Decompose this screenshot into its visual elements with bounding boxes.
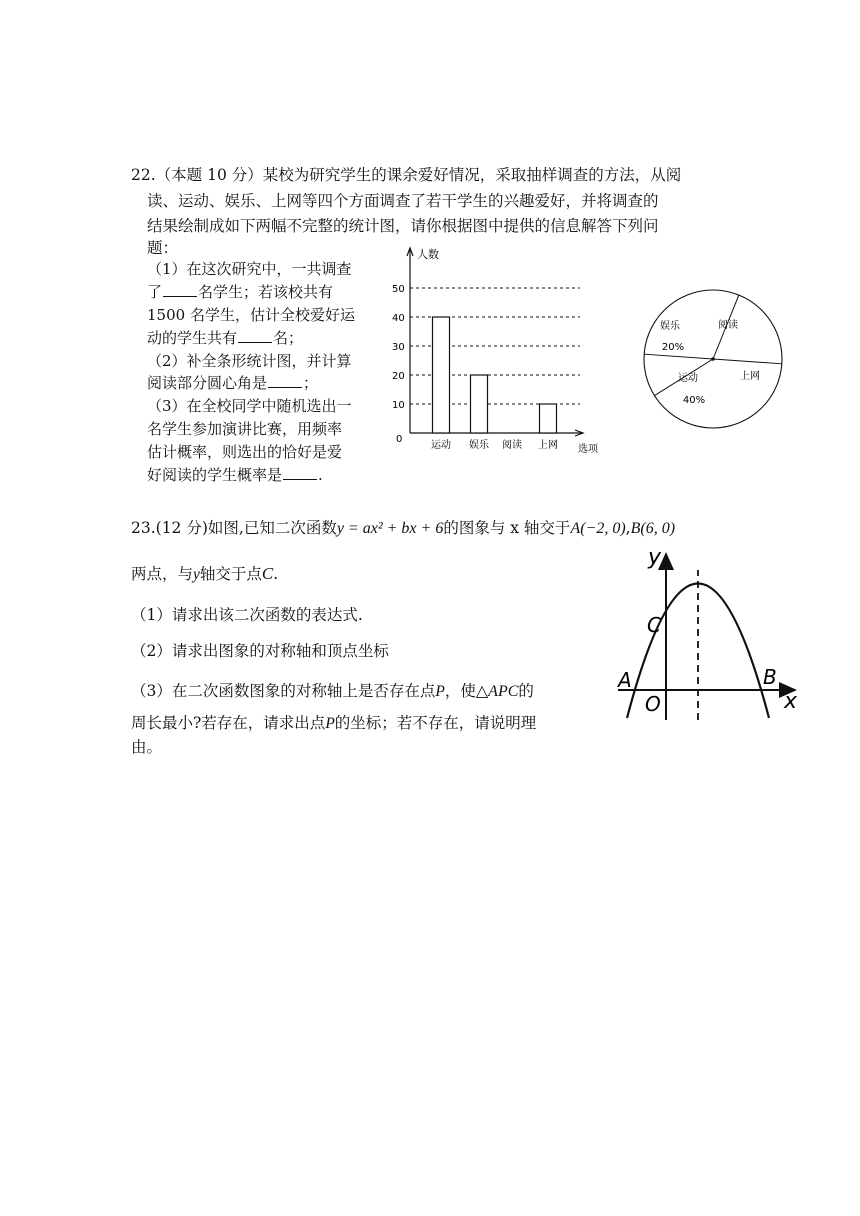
pie-label: 阅读: [718, 320, 738, 331]
point-b-label: B: [763, 665, 777, 689]
pie-center: [711, 357, 715, 361]
pie-percent: 40%: [682, 395, 706, 406]
answer-blank: [163, 283, 197, 297]
y-tick-label: 20: [392, 371, 405, 382]
x-tick-label: 运动: [431, 440, 451, 451]
q22-part2-line2: 阅读部分圆心角是 ；: [147, 374, 319, 392]
q22-part3-line2: 名学生参加演讲比赛，用频率: [147, 420, 343, 438]
point-b: B(6, 0): [630, 520, 676, 537]
y-tick-label: 0: [396, 434, 403, 445]
q23-part1: （1）请求出该二次函数的表达式.: [131, 606, 363, 624]
point-a-label: A: [618, 668, 632, 692]
function-expression: y = ax² + bx + 6: [336, 520, 444, 537]
point-c-label: C: [647, 613, 661, 637]
pie-chart: [640, 285, 790, 435]
origin-label: O: [645, 692, 661, 716]
q23-part3-line2: 周长最小?若存在，请求出点P的坐标；若不存在，请说明理: [131, 714, 537, 732]
y-tick-label: 40: [392, 313, 405, 324]
q23-line1: 23.(12 分)如图,已知二次函数y = ax² + bx + 6的图象与 x 轴交于A(−2, 0),B(6, 0): [131, 519, 676, 537]
x-tick-label: 娱乐: [469, 440, 489, 451]
q22-part3-line4: 好阅读的学生概率是 .: [147, 466, 323, 484]
point-a: A(−2, 0): [570, 520, 626, 537]
y-tick-label: 30: [392, 342, 405, 353]
q22-part1-line3: 1500 名学生，估计全校爱好运: [147, 306, 355, 324]
answer-blank: [283, 466, 317, 480]
q22-line4: 题：: [147, 239, 179, 257]
q22-line3: 结果绘制成如下两幅不完整的统计图，请你根据图中提供的信息解答下列问: [147, 217, 659, 235]
q22-part3-line1: （3）在全校同学中随机选出一: [147, 397, 352, 415]
pie-slice-boundary: [713, 359, 782, 364]
y-axis-label: y: [648, 545, 662, 570]
parabola-graph: [600, 540, 810, 730]
bar-chart: [385, 240, 610, 460]
q23-part2: （2）请求出图象的对称轴和顶点坐标: [131, 642, 389, 660]
x-tick-label: 上网: [538, 440, 558, 451]
q22-line1: 22.（本题 10 分）某校为研究学生的课余爱好情况，采取抽样调查的方法，从阅: [131, 166, 682, 184]
q22-part3-line3: 估计概率，则选出的恰好是爱: [147, 443, 343, 461]
bar-上网: [540, 404, 557, 433]
q22-part1-line2: 了 名学生；若该校共有: [147, 283, 334, 301]
pie-label: 运动: [678, 373, 698, 384]
q23-line2: 两点，与y轴交于点C.: [131, 564, 279, 583]
pie-label: 上网: [740, 371, 760, 382]
y-tick-label: 50: [392, 284, 405, 295]
x-axis-label: x: [784, 689, 798, 714]
y-tick-label: 10: [392, 400, 405, 411]
y-axis-title: 人数: [417, 248, 439, 261]
q22-line2: 读、运动、娱乐、上网等四个方面调查了若干学生的兴趣爱好，并将调查的: [147, 192, 659, 210]
x-axis-title: 选项: [578, 444, 598, 455]
q22-part1-line1: （1）在这次研究中，一共调查: [147, 260, 352, 278]
q23-part3-line3: 由。: [131, 738, 163, 756]
answer-blank: [268, 374, 302, 388]
answer-blank: [238, 329, 272, 343]
pie-slice-boundary: [644, 354, 713, 359]
q23-part3-line1: （3）在二次函数图象的对称轴上是否存在点P，使△APC的: [131, 682, 534, 700]
q22-part1-line4: 动的学生共有 名；: [147, 329, 304, 347]
q22-part2-line1: （2）补全条形统计图，并计算: [147, 352, 352, 370]
pie-percent: 20%: [661, 342, 685, 353]
pie-label: 娱乐: [660, 321, 680, 332]
x-tick-label: 阅读: [502, 440, 522, 451]
bar-运动: [433, 317, 450, 433]
bar-娱乐: [471, 375, 488, 433]
